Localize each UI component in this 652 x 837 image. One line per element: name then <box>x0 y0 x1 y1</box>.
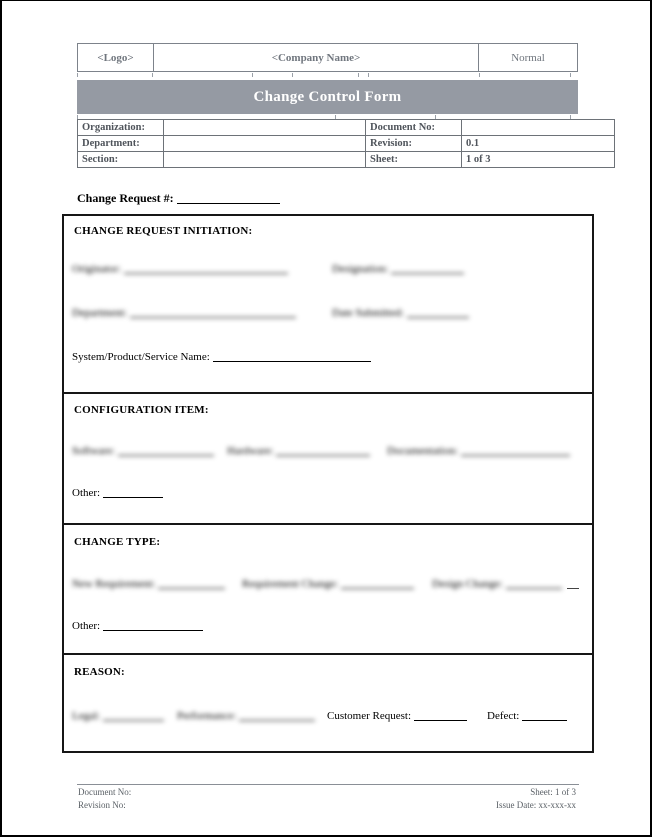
field-label: Hardware: <box>227 445 274 457</box>
gridline-tick <box>570 73 571 77</box>
blank-line <box>414 709 467 721</box>
blank-line <box>341 577 414 589</box>
footer-sheet: Sheet: 1 of 3 <box>530 787 576 797</box>
blank-line <box>103 486 163 498</box>
gridline-tick <box>252 73 253 77</box>
sheet-value: 1 of 3 <box>462 152 615 168</box>
blank-line <box>158 577 225 589</box>
field-label: System/Product/Service Name: <box>72 351 210 363</box>
field-label: Customer Request: <box>327 710 412 722</box>
footer-divider <box>77 784 579 785</box>
blurred-field-documentation <box>387 444 570 457</box>
field-label: Date Submitted: <box>332 307 404 319</box>
footer-issue-date: Issue Date: xx-xxx-xx <box>496 800 576 810</box>
change-request-label: Change Request #: <box>77 191 174 205</box>
blurred-field-requirement-change <box>242 577 414 590</box>
field-label: Originator: <box>72 263 121 275</box>
blank-line <box>407 306 469 318</box>
change-request-number-line <box>77 191 280 206</box>
field-other <box>72 486 163 499</box>
blank-line <box>130 306 296 318</box>
field-label: Other: <box>72 620 101 632</box>
gridline-tick <box>358 73 359 77</box>
field-label: Defect: <box>487 710 520 722</box>
field-label: Requirement Change: <box>242 578 339 590</box>
gridline-tick <box>77 73 78 77</box>
field-label: Design Change: <box>432 578 503 590</box>
section-label: Section: <box>78 152 164 168</box>
table-row <box>78 152 615 168</box>
footer-left <box>78 786 131 812</box>
section-title: CHANGE REQUEST INITIATION: <box>74 225 253 237</box>
blurred-field-hardware <box>227 444 370 457</box>
classification-label: Normal <box>479 43 578 72</box>
revision-label: Revision: <box>366 136 462 152</box>
field-label: Software: <box>72 445 115 457</box>
blank-line <box>103 619 203 631</box>
blank-line <box>103 709 164 721</box>
change-request-blank-line <box>177 192 280 204</box>
blurred-field-date-submitted <box>332 306 469 319</box>
gridline-tick <box>368 73 369 77</box>
section-title: CONFIGURATION ITEM: <box>74 404 209 416</box>
logo-placeholder: <Logo> <box>77 43 153 72</box>
section-change-type <box>64 523 592 653</box>
section-configuration-item <box>64 392 592 523</box>
blurred-field-legal <box>72 709 164 722</box>
department-value <box>164 136 366 152</box>
section-title: CHANGE TYPE: <box>74 536 161 548</box>
field-label: Legal: <box>72 710 101 722</box>
field-label: Other: <box>72 487 101 499</box>
gridline-tick <box>152 73 153 77</box>
section-title: REASON: <box>74 666 125 678</box>
revision-value: 0.1 <box>462 136 615 152</box>
field-system-product-service-name <box>72 350 371 363</box>
document-no-value <box>462 120 615 136</box>
blank-line <box>461 444 570 456</box>
field-label: Documentation: <box>387 445 458 457</box>
blank-line <box>506 577 562 589</box>
table-row <box>78 136 615 152</box>
blank-line <box>213 350 371 362</box>
field-label: Performance: <box>177 710 237 722</box>
sheet-label: Sheet: <box>366 152 462 168</box>
organization-value <box>164 120 366 136</box>
blurred-field-new-requirement <box>72 577 225 590</box>
blurred-field-performance <box>177 709 315 722</box>
section-value <box>164 152 366 168</box>
gridline-tick <box>292 73 293 77</box>
blurred-field-originator <box>72 262 288 275</box>
form-body-box <box>62 214 594 753</box>
blurred-field-department <box>72 306 296 319</box>
field-customer-request <box>327 709 467 722</box>
field-label: Department: <box>72 307 127 319</box>
field-label: New Requirement: <box>72 578 156 590</box>
field-label: Designation: <box>332 263 389 275</box>
blank-line <box>276 444 370 456</box>
document-meta-table <box>77 119 615 168</box>
section-change-request-initiation <box>64 216 592 392</box>
section-reason <box>64 653 592 751</box>
field-defect <box>487 709 567 722</box>
header-table <box>77 43 578 72</box>
form-title-banner: Change Control Form <box>77 80 578 114</box>
footer-revision-no: Revision No: <box>78 800 126 810</box>
footer-right <box>496 786 576 812</box>
blank-line <box>522 709 567 721</box>
organization-label: Organization: <box>78 120 164 136</box>
blank-line <box>124 262 288 274</box>
blurred-field-designation <box>332 262 464 275</box>
blank-line <box>118 444 214 456</box>
department-label: Department: <box>78 136 164 152</box>
blurred-field-software <box>72 444 214 457</box>
stray-dash <box>567 577 579 589</box>
gridline-tick <box>479 73 480 77</box>
field-other <box>72 619 203 632</box>
table-row <box>78 120 615 136</box>
blank-line <box>239 709 315 721</box>
footer-document-no: Document No: <box>78 787 132 797</box>
blurred-field-design-change <box>432 577 562 590</box>
company-name: <Company Name> <box>153 43 479 72</box>
document-no-label: Document No: <box>366 120 462 136</box>
blank-line <box>391 262 464 274</box>
